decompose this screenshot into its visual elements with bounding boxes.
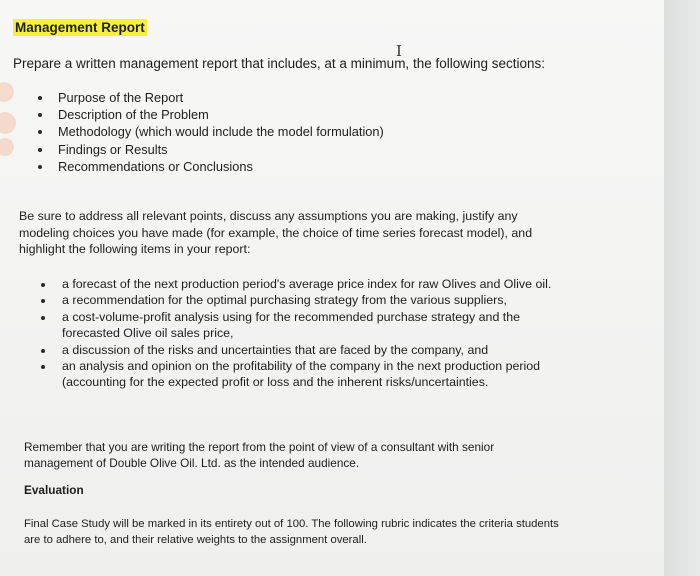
list-item: Recommendations or Conclusions — [38, 158, 384, 175]
list-item: Findings or Results — [38, 141, 384, 158]
glare-spot — [0, 138, 14, 156]
evaluation-paragraph: Final Case Study will be marked in its entirety out of 100. The following rubric indicates the criteria students are to adhere to, and their relative weights to the assignment overall. — [24, 518, 559, 546]
intro-text[interactable]: Prepare a written management report that includes, at a minimum, the following sections: — [13, 56, 546, 71]
evaluation-heading: Evaluation — [24, 483, 84, 497]
glare-spot — [0, 112, 16, 134]
list-item: a cost-volume-profit analysis using for the recommended purchase strategy and the forecasted Olive oil sales price, — [40, 309, 560, 342]
text-cursor-icon: I — [396, 42, 402, 60]
glare-spot — [0, 82, 14, 102]
report-items-list — [40, 276, 560, 391]
list-item: Description of the Problem — [38, 106, 384, 123]
list-item: Purpose of the Report — [38, 89, 384, 106]
list-item: a recommendation for the optimal purchasing strategy from the various suppliers, — [40, 292, 560, 308]
page-edge — [664, 0, 700, 576]
address-paragraph: Be sure to address all relevant points, discuss any assumptions you are making, justify any modeling choices you have made (for example, the choice of time series forecast model), and highlight the following items in your report: — [19, 209, 533, 257]
list-item: Methodology (which would include the model formulation) — [38, 123, 384, 140]
list-item: a forecast of the next production period's average price index for raw Olives and Olive oil. — [40, 276, 560, 292]
list-item: an analysis and opinion on the profitability of the company in the next production period (accounting for the expected profit or loss and the inherent risks/uncertainties. — [40, 358, 560, 391]
list-item: a discussion of the risks and uncertainties that are faced by the company, and — [40, 342, 560, 358]
sections-list — [38, 89, 384, 175]
report-heading: Management Report — [15, 20, 145, 35]
audience-paragraph: Remember that you are writing the report from the point of view of a consultant with senior management of Double Olive Oil. Ltd. as the intended audience. — [24, 440, 495, 470]
